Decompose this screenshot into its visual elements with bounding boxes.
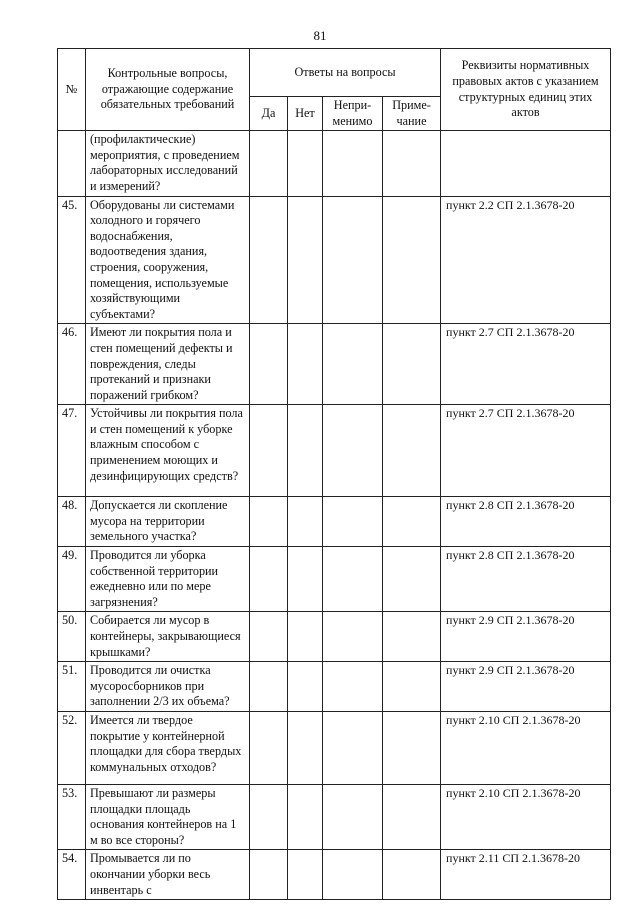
question-text: Имеют ли покрытия пола и стен помещений дефекты и повреждения, следы протеканий и признаки поражений грибком? [86, 324, 250, 405]
answer-no-cell [288, 131, 323, 196]
row-number: 54. [58, 850, 86, 900]
answer-no-cell [288, 712, 323, 785]
answer-note-cell [383, 850, 441, 900]
requisites-text: пункт 2.8 СП 2.1.3678-20 [441, 547, 611, 612]
answer-no-cell [288, 612, 323, 662]
header-requisites: Реквизиты нормативных правовых актов с указанием структурных единиц этих актов [441, 49, 611, 131]
header-no: Нет [288, 97, 323, 131]
answer-yes-cell [250, 196, 288, 324]
answer-na-cell [323, 405, 383, 497]
answer-note-cell [383, 405, 441, 497]
requisites-text: пункт 2.10 СП 2.1.3678-20 [441, 785, 611, 850]
question-text: Собирается ли мусор в контейнеры, закрывающиеся крышками? [86, 612, 250, 662]
answer-note-cell [383, 662, 441, 712]
row-number: 51. [58, 662, 86, 712]
answer-note-cell [383, 324, 441, 405]
answer-no-cell [288, 850, 323, 900]
table-row [58, 196, 611, 324]
answer-na-cell [323, 612, 383, 662]
question-text: (профилактические) мероприятия, с проведением лабораторных исследований и измерений? [86, 131, 250, 196]
table-row [58, 131, 611, 196]
answer-na-cell [323, 196, 383, 324]
row-number: 45. [58, 196, 86, 324]
requisites-text: пункт 2.7 СП 2.1.3678-20 [441, 405, 611, 497]
answer-na-cell [323, 662, 383, 712]
requisites-text: пункт 2.11 СП 2.1.3678-20 [441, 850, 611, 900]
requisites-text: пункт 2.8 СП 2.1.3678-20 [441, 497, 611, 547]
page-number: 81 [313, 28, 327, 43]
answer-na-cell [323, 785, 383, 850]
row-number: 50. [58, 612, 86, 662]
requisites-text: пункт 2.9 СП 2.1.3678-20 [441, 662, 611, 712]
header-question: Контрольные вопросы, отражающие содержание обязательных требований [86, 49, 250, 131]
header-note: Приме-чание [383, 97, 441, 131]
table-row [58, 497, 611, 547]
answer-no-cell [288, 405, 323, 497]
table-row [58, 324, 611, 405]
question-text: Устойчивы ли покрытия пола и стен помещений к уборке влажным способом с применением моющих и дезинфицирующих средств? [86, 405, 250, 497]
row-number: 52. [58, 712, 86, 785]
answer-no-cell [288, 324, 323, 405]
header-num: № [58, 49, 86, 131]
question-text: Промывается ли по окончании уборки весь инвентарь с [86, 850, 250, 900]
checklist-table [57, 48, 611, 900]
header-na: Непри-менимо [323, 97, 383, 131]
answer-no-cell [288, 662, 323, 712]
answer-note-cell [383, 497, 441, 547]
table-row [58, 547, 611, 612]
answer-yes-cell [250, 131, 288, 196]
table-row [58, 662, 611, 712]
row-number: 46. [58, 324, 86, 405]
requisites-text: пункт 2.7 СП 2.1.3678-20 [441, 324, 611, 405]
answer-na-cell [323, 547, 383, 612]
answer-na-cell [323, 131, 383, 196]
answer-na-cell [323, 497, 383, 547]
answer-note-cell [383, 712, 441, 785]
question-text: Оборудованы ли системами холодного и горячего водоснабжения, водоотведения здания, строения, сооружения, помещения, используемые хозяйствующими субъектами? [86, 196, 250, 324]
answer-no-cell [288, 785, 323, 850]
answer-no-cell [288, 497, 323, 547]
answer-note-cell [383, 131, 441, 196]
table-row [58, 612, 611, 662]
header-yes: Да [250, 97, 288, 131]
table-row [58, 850, 611, 900]
answer-yes-cell [250, 497, 288, 547]
row-number [58, 131, 86, 196]
row-number: 47. [58, 405, 86, 497]
question-text: Имеется ли твердое покрытие у контейнерной площадки для сбора твердых коммунальных отходов? [86, 712, 250, 785]
answer-yes-cell [250, 612, 288, 662]
answer-note-cell [383, 785, 441, 850]
question-text: Превышают ли размеры площадки площадь основания контейнеров на 1 м во все стороны? [86, 785, 250, 850]
table-row [58, 405, 611, 497]
answer-yes-cell [250, 785, 288, 850]
requisites-text: пункт 2.9 СП 2.1.3678-20 [441, 612, 611, 662]
answer-yes-cell [250, 712, 288, 785]
answer-no-cell [288, 547, 323, 612]
table-row [58, 712, 611, 785]
answer-note-cell [383, 612, 441, 662]
question-text: Проводится ли очистка мусоросборников при заполнении 2/3 их объема? [86, 662, 250, 712]
answer-na-cell [323, 850, 383, 900]
header-answers: Ответы на вопросы [250, 49, 441, 97]
requisites-text [441, 131, 611, 196]
row-number: 49. [58, 547, 86, 612]
table-row [58, 785, 611, 850]
answer-yes-cell [250, 324, 288, 405]
answer-na-cell [323, 324, 383, 405]
row-number: 48. [58, 497, 86, 547]
requisites-text: пункт 2.10 СП 2.1.3678-20 [441, 712, 611, 785]
answer-yes-cell [250, 850, 288, 900]
requisites-text: пункт 2.2 СП 2.1.3678-20 [441, 196, 611, 324]
answer-yes-cell [250, 547, 288, 612]
answer-no-cell [288, 196, 323, 324]
answer-yes-cell [250, 405, 288, 497]
answer-note-cell [383, 196, 441, 324]
row-number: 53. [58, 785, 86, 850]
answer-yes-cell [250, 662, 288, 712]
question-text: Допускается ли скопление мусора на территории земельного участка? [86, 497, 250, 547]
answer-na-cell [323, 712, 383, 785]
answer-note-cell [383, 547, 441, 612]
question-text: Проводится ли уборка собственной территории ежедневно или по мере загрязнения? [86, 547, 250, 612]
